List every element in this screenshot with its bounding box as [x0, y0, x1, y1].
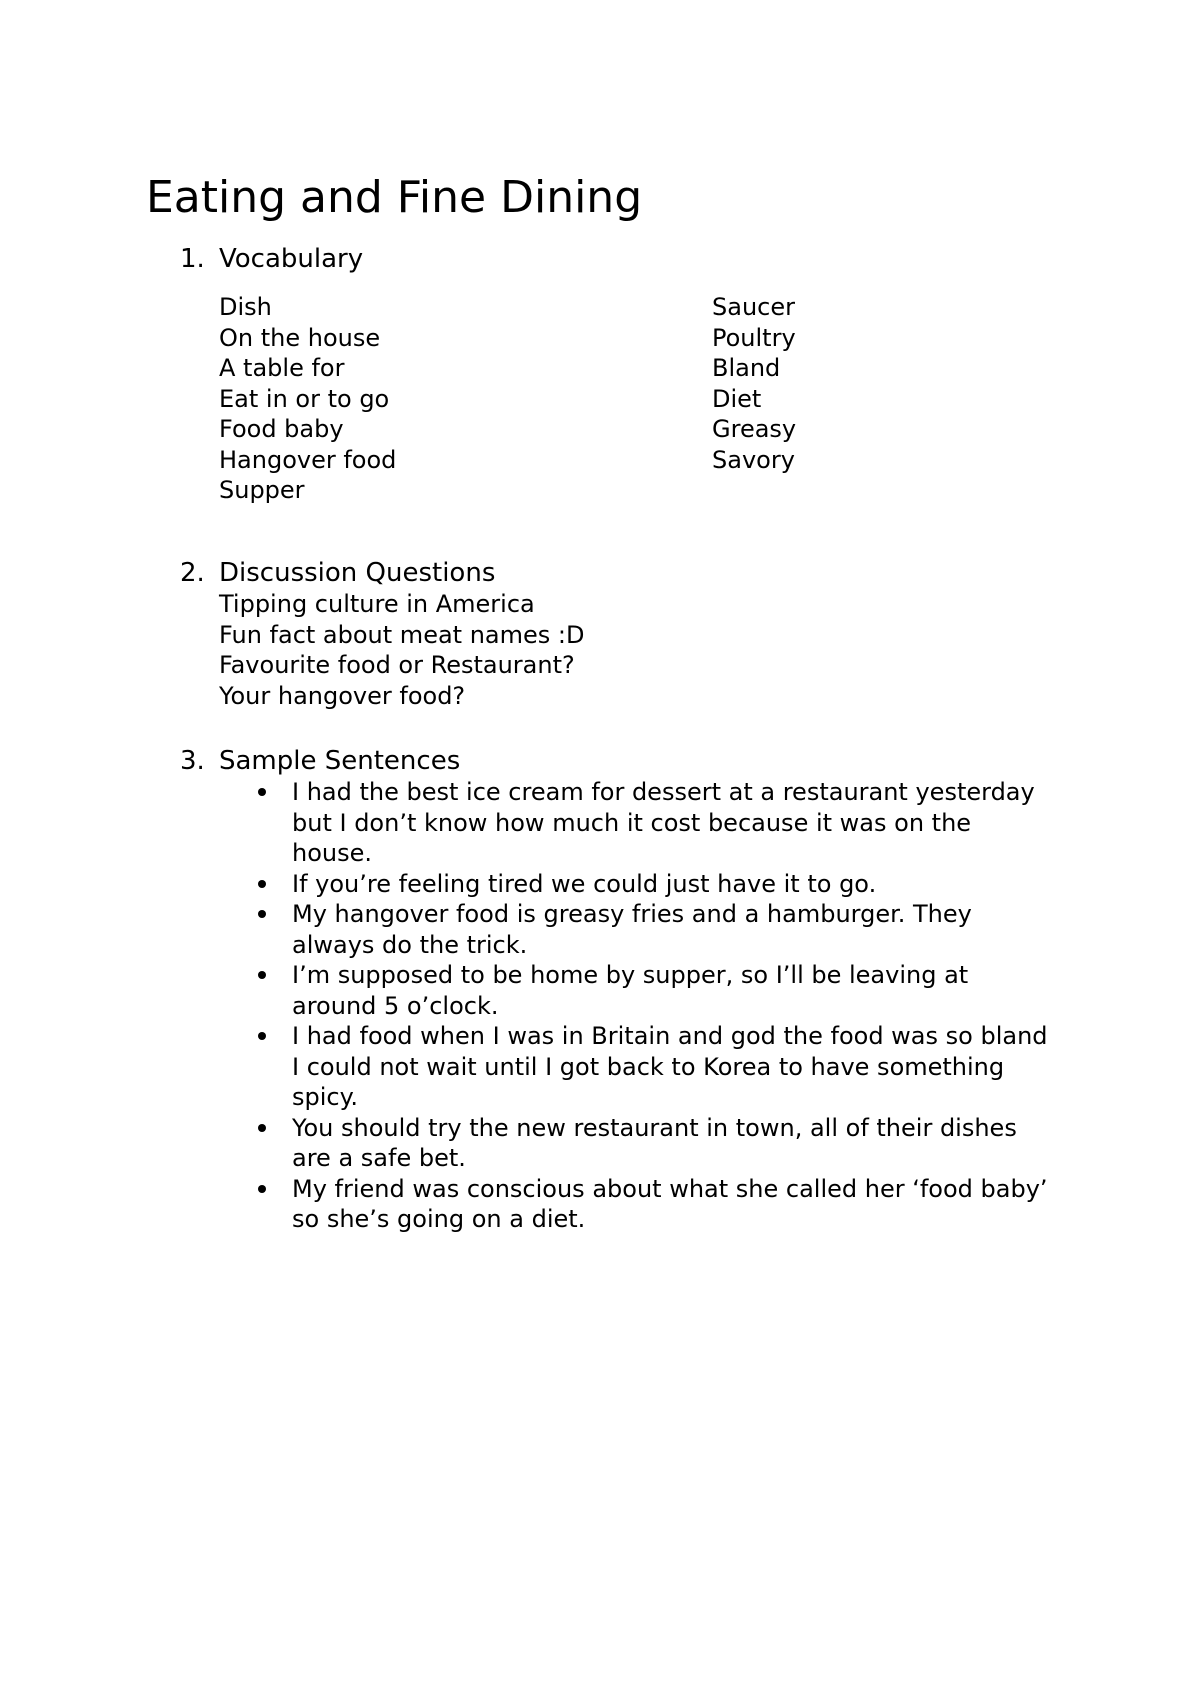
sentence-line: house.	[292, 839, 373, 867]
section-heading-text: Discussion Questions	[219, 558, 496, 588]
vocab-left-column	[219, 292, 396, 506]
vocab-item: A table for	[219, 354, 345, 382]
sentence-line: around 5 o’clock.	[292, 991, 499, 1020]
list-item	[0, 960, 969, 1021]
list-item: Your hangover food?	[219, 681, 466, 710]
sentence-line: I could not wait until I got back to Korea to have something	[292, 1052, 1005, 1081]
vocab-item: On the house	[219, 323, 381, 352]
bullet-icon	[258, 971, 266, 979]
page-title: Eating and Fine Dining	[146, 172, 643, 223]
bullet-icon	[258, 1185, 266, 1193]
section-heading-text: Vocabulary	[219, 244, 364, 274]
sentence-line: I’m supposed to be home by supper, so I’ll be leaving at	[292, 961, 969, 989]
sentence-line: are a safe bet.	[292, 1144, 466, 1172]
section-heading-sentences	[180, 745, 732, 777]
vocab-item: Dish	[219, 293, 272, 321]
vocab-right-column	[712, 292, 796, 475]
list-item: Favourite food or Restaurant?	[219, 651, 575, 679]
list-item: Fun fact about meat names :D	[219, 620, 585, 649]
bullet-icon	[258, 1124, 266, 1132]
vocabulary-section	[180, 243, 363, 275]
section-heading-text: Sample Sentences	[219, 746, 461, 776]
section-number: 1.	[180, 244, 205, 274]
sentence-line: always do the trick.	[292, 930, 528, 959]
sample-sentence-list	[180, 777, 1048, 1235]
bullet-icon	[258, 880, 266, 888]
sentences-section	[180, 745, 1048, 1235]
vocab-item: Eat in or to go	[219, 384, 390, 413]
sentence-line: My hangover food is greasy fries and a hamburger. They	[292, 900, 972, 928]
vocab-item: Supper	[219, 476, 305, 504]
list-item	[0, 777, 1035, 869]
list-item	[0, 1113, 1017, 1174]
vocab-item: Hangover food	[219, 445, 397, 474]
discussion-section	[180, 557, 584, 711]
sentence-line: spicy.	[292, 1083, 359, 1111]
list-item	[0, 899, 972, 960]
sentence-line: but I don’t know how much it cost because it was on the	[292, 808, 972, 837]
vocab-item: Bland	[712, 354, 781, 382]
sentence-line: I had food when I was in Britain and god the food was so bland	[292, 1022, 1048, 1050]
vocab-item: Greasy	[712, 415, 797, 443]
discussion-list	[219, 589, 584, 711]
vocab-item: Saucer	[712, 293, 795, 321]
section-number: 2.	[180, 558, 205, 588]
list-item	[0, 1174, 1048, 1235]
bullet-icon	[258, 788, 266, 796]
sentence-line: You should try the new restaurant in town, all of their dishes	[292, 1113, 1017, 1142]
sentence-line: I had the best ice cream for dessert at a restaurant yesterday	[292, 778, 1035, 806]
bullet-icon	[258, 1032, 266, 1040]
vocab-item: Food baby	[219, 415, 344, 443]
vocab-item: Savory	[712, 445, 795, 474]
bullet-icon	[258, 910, 266, 918]
vocab-item: Diet	[712, 384, 762, 413]
section-number: 3.	[180, 746, 205, 776]
section-heading-vocabulary	[180, 243, 363, 275]
sentence-line: If you’re feeling tired we could just have it to go.	[292, 869, 877, 898]
section-heading-discussion	[180, 557, 584, 589]
list-item	[0, 869, 912, 900]
list-item: Tipping culture in America	[219, 590, 535, 618]
list-item	[0, 1021, 1048, 1113]
vocab-item: Poultry	[712, 323, 796, 352]
sentence-line: so she’s going on a diet.	[292, 1205, 586, 1233]
sentence-line: My friend was conscious about what she called her ‘food baby’	[292, 1174, 1048, 1203]
